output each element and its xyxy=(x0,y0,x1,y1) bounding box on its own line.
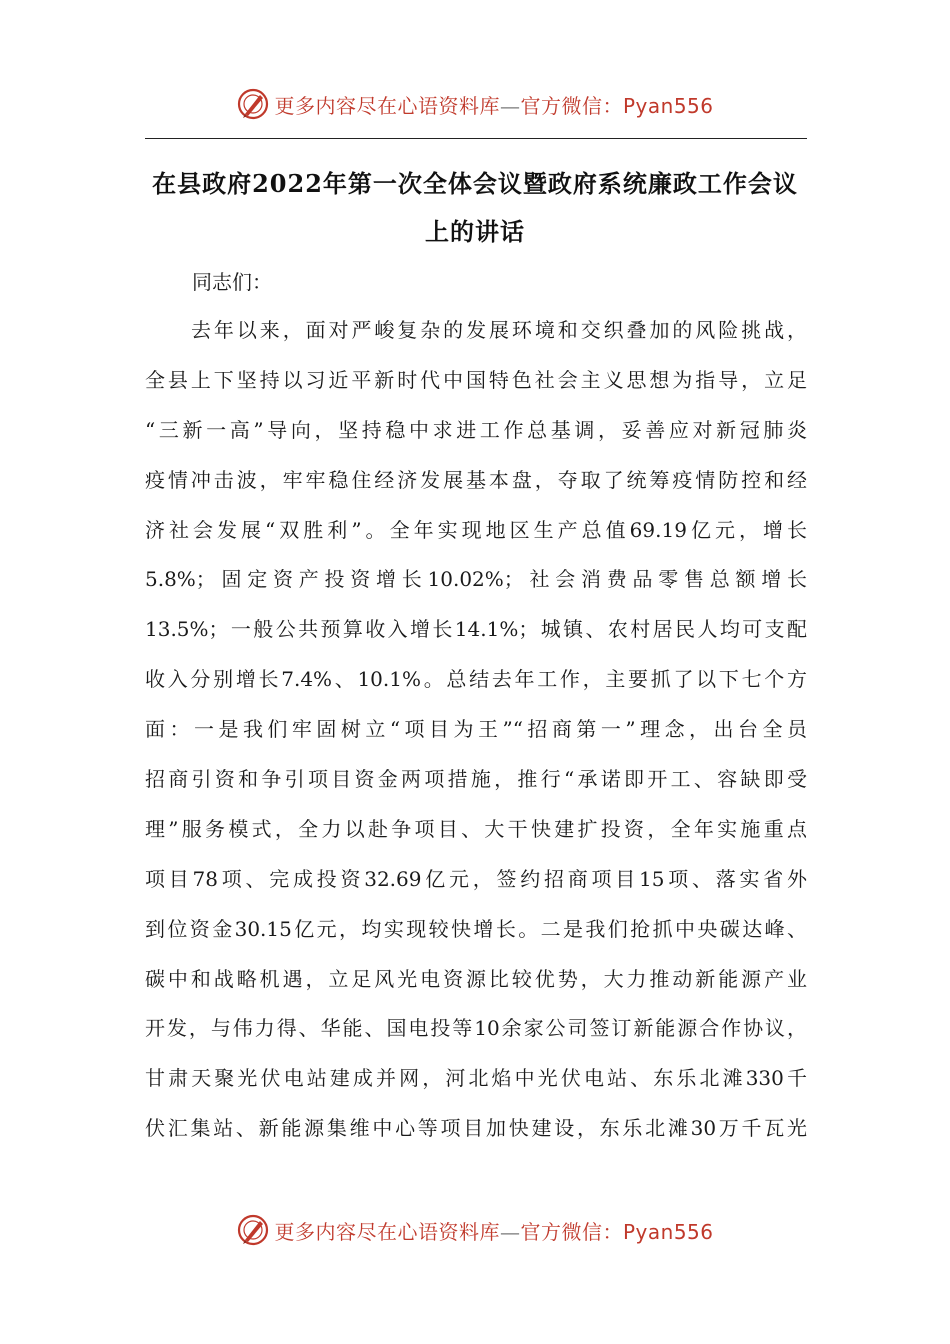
body-line: 开发，与伟力得、华能、国电投等10余家公司签订新能源合作协议， xyxy=(145,1016,807,1041)
title-line-1: 在县政府2022年第一次全体会议暨政府系统廉政工作会议 xyxy=(152,169,798,198)
body-line: 伏汇集站、新能源集维中心等项目加快建设，东乐北滩30万千瓦光 xyxy=(145,1116,807,1141)
body-line: 疫情冲击波，牢牢稳住经济发展基本盘，夺取了统筹疫情防控和经 xyxy=(145,467,807,492)
salutation: 同志们： xyxy=(192,270,272,294)
title-line-2: 上的讲话 xyxy=(425,217,525,246)
body-line: 理”服务模式，全力以赴争项目、大干快建扩投资，全年实施重点 xyxy=(145,816,807,841)
body-line: 收入分别增长7.4%、10.1%。总结去年工作，主要抓了以下七个方 xyxy=(145,667,807,692)
footer-banner-slogan: 更多内容尽在心语资料库 xyxy=(274,1219,500,1244)
footer-banner-text xyxy=(274,1216,713,1245)
header-banner-handle: Pyan556 xyxy=(622,93,714,118)
body-line: 到位资金30.15亿元，均实现较快增长。二是我们抢抓中央碳达峰、 xyxy=(145,916,807,941)
body-line: 项目78项、完成投资32.69亿元，签约招商项目15项、落实省外 xyxy=(145,866,807,891)
header-banner-slogan: 更多内容尽在心语资料库 xyxy=(274,93,500,118)
body-line: 甘肃天聚光伏电站建成并网，河北焰中光伏电站、东乐北滩330千 xyxy=(145,1066,807,1091)
footer-banner-handle: Pyan556 xyxy=(622,1219,714,1244)
body-line: “三新一高”导向，坚持稳中求进工作总基调，妥善应对新冠肺炎 xyxy=(145,417,807,442)
pen-logo-icon xyxy=(236,87,270,121)
body-line: 济社会发展“双胜利”。全年实现地区生产总值69.19亿元，增长 xyxy=(145,517,807,542)
footer-watermark-banner xyxy=(0,1210,950,1250)
body-line: 碳中和战略机遇，立足风光电资源比较优势，大力推动新能源产业 xyxy=(145,966,807,991)
footer-banner-dash: — xyxy=(499,1219,521,1244)
document-body xyxy=(145,312,807,1160)
header-watermark-banner xyxy=(0,84,950,124)
body-line: 5.8%；固定资产投资增长10.02%；社会消费品零售总额增长 xyxy=(145,567,807,592)
header-divider xyxy=(145,138,807,139)
header-banner-dash: — xyxy=(499,93,521,118)
footer-banner-wechat-label: 官方微信： xyxy=(520,1219,623,1244)
document-title xyxy=(120,160,830,256)
body-line: 全县上下坚持以习近平新时代中国特色社会主义思想为指导，立足 xyxy=(145,367,807,392)
body-line: 面：一是我们牢固树立“项目为王”“招商第一”理念，出台全员 xyxy=(145,717,807,742)
body-line: 去年以来，面对严峻复杂的发展环境和交织叠加的风险挑战， xyxy=(191,318,807,342)
pen-logo-icon xyxy=(236,1213,270,1247)
header-banner-text xyxy=(274,90,713,119)
body-line: 13.5%；一般公共预算收入增长14.1%；城镇、农村居民人均可支配 xyxy=(145,617,807,642)
header-banner-wechat-label: 官方微信： xyxy=(520,93,623,118)
body-line: 招商引资和争引项目资金两项措施，推行“承诺即开工、容缺即受 xyxy=(145,767,807,792)
